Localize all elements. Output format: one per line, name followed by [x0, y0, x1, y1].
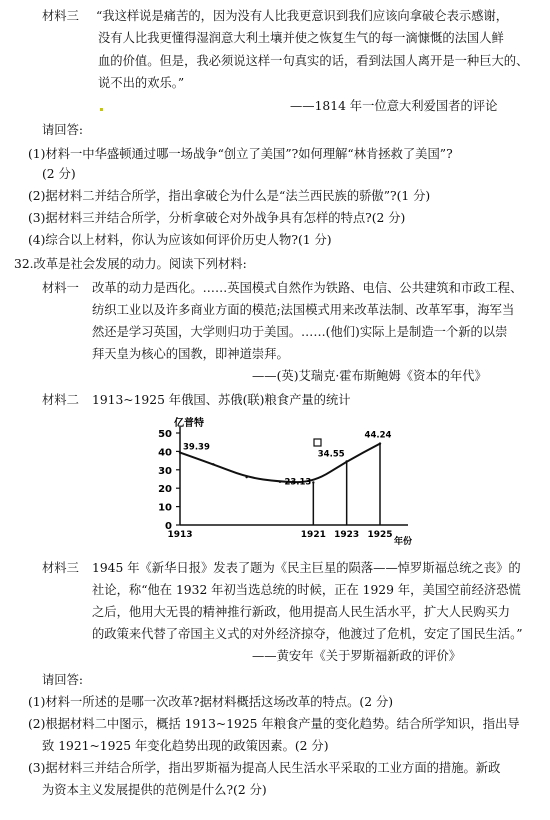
data-label: 44.24	[364, 430, 392, 441]
material-1-label: 材料一	[42, 281, 79, 295]
question-1-score: (2 分)	[42, 167, 76, 181]
material-1-source: ——(英)艾瑞克·霍布斯鲍姆《资本的年代》	[252, 369, 487, 383]
y-tick-label: 10	[158, 502, 172, 514]
material-1-line-4: 拜天皇为核心的国教，即神道崇拜。	[92, 347, 289, 361]
question-3: (3)据材料三并结合所学，分析拿破仑对外战争具有怎样的特点?(2 分)	[28, 211, 406, 225]
data-point	[179, 451, 181, 453]
chart-xlabel: 年份	[394, 537, 413, 547]
x-tick-label: 1921	[300, 530, 326, 540]
data-point	[379, 442, 381, 444]
data-point	[345, 460, 347, 462]
material-1-line-2: 纺织工业以及许多商业方面的模范;法国模式用来改革法制、改革军事，海军当	[92, 303, 515, 317]
material-3-line-4: 说不出的欢乐。”	[98, 76, 185, 90]
question-1: (1)材料一中华盛顿通过哪一场战争“创立了美国”?如何理解“林肯拯救了美国”?	[28, 147, 453, 161]
question-32-3-cont: 为资本主义发展提供的范例是什么?(2 分)	[42, 783, 267, 797]
x-tick-label: 1923	[334, 530, 360, 540]
chart-ylabel: 亿普特	[174, 418, 204, 429]
grain-production-chart	[142, 412, 422, 552]
material-3-line-3: 血的价值。但是，我必须说这样一句真实的话，看到法国人离开是一种巨大的、	[98, 54, 529, 68]
question-32-1: (1)材料一所述的是哪一次改革?据材料概括这场改革的特点。(2 分)	[28, 695, 394, 709]
question-32-heading: 32.改革是社会发展的动力。阅读下列材料:	[14, 257, 247, 271]
answer-prompt-2: 请回答:	[42, 673, 84, 687]
material-3b-label: 材料三	[42, 561, 79, 575]
stray-mark	[100, 108, 103, 111]
data-label: 23.13	[284, 477, 312, 488]
material-2-title: 1913~1925 年俄国、苏俄(联)粮食产量的统计	[92, 393, 351, 407]
x-tick-label: 1913	[167, 530, 193, 540]
data-point	[212, 463, 214, 465]
material-1-line-3: 然还是学习英国，大学则归功于美国。……(他们)实际上是制造一个新的以崇	[92, 325, 508, 339]
material-1-line-1: 改革的动力是西化。……英国模式自然作为铁路、电信、公共建筑和市政工程、	[92, 281, 523, 295]
y-tick-label: 50	[158, 429, 172, 440]
data-label: 39.39	[183, 442, 210, 453]
material-3-line-2: 没有人比我更懂得湿润意大利土壤并使之恢复生气的每一滴慷慨的法国人鲜	[98, 31, 504, 45]
data-point	[245, 476, 247, 478]
question-32-2: (2)根据材料二中图示，概括 1913~1925 年粮食产量的变化趋势。结合所学知识，指出导	[28, 717, 520, 731]
data-label: 34.55	[317, 449, 345, 460]
legend-box-icon	[314, 439, 321, 446]
question-32-3: (3)据材料三并结合所学，指出罗斯福为提高人民生活水平采取的工业方面的措施。新政	[28, 761, 501, 775]
material-3b-source: ——黄安年《关于罗斯福新政的评价》	[252, 649, 462, 663]
material-3b-line-2: 社论，称“他在 1932 年初当选总统的时候，正在 1929 年，美国空前经济恐慌	[92, 583, 521, 597]
series-line	[180, 444, 380, 483]
question-4: (4)综合以上材料，你认为应该如何评价历史人物?(1 分)	[28, 233, 332, 247]
answer-prompt: 请回答:	[42, 123, 84, 137]
y-tick-label: 40	[158, 447, 172, 459]
question-2: (2)据材料二并结合所学，指出拿破仑为什么是“法兰西民族的骄傲”?(1 分)	[28, 189, 431, 203]
data-point	[312, 481, 314, 483]
y-tick-label: 0	[165, 521, 172, 532]
data-point	[279, 481, 281, 483]
material-3b-line-1: 1945 年《新华日报》发表了题为《民主巨星的陨落——悼罗斯福总统之丧》的	[92, 561, 521, 575]
y-tick-label: 30	[158, 465, 172, 477]
x-tick-label: 1925	[367, 530, 393, 540]
question-32-2-cont: 致 1921~1925 年变化趋势出现的政策因素。(2 分)	[42, 739, 329, 753]
material-3-line-1: “我这样说是痛苦的，因为没有人比我更意识到我们应该向拿破仑表示感谢，	[96, 9, 509, 23]
material-3-label: 材料三	[42, 9, 79, 23]
material-3-source: ——1814 年一位意大利爱国者的评论	[290, 99, 498, 113]
material-3b-line-3: 之后，他用大无畏的精神推行新政，他用提高人民生活水平，扩大人民购买力	[92, 605, 511, 619]
material-2-label: 材料二	[42, 393, 79, 407]
y-tick-label: 20	[158, 484, 172, 496]
material-3b-line-4: 的政策来代替了帝国主义式的对外经济掠夺，他渡过了危机，安定了国民生活。”	[92, 627, 523, 641]
